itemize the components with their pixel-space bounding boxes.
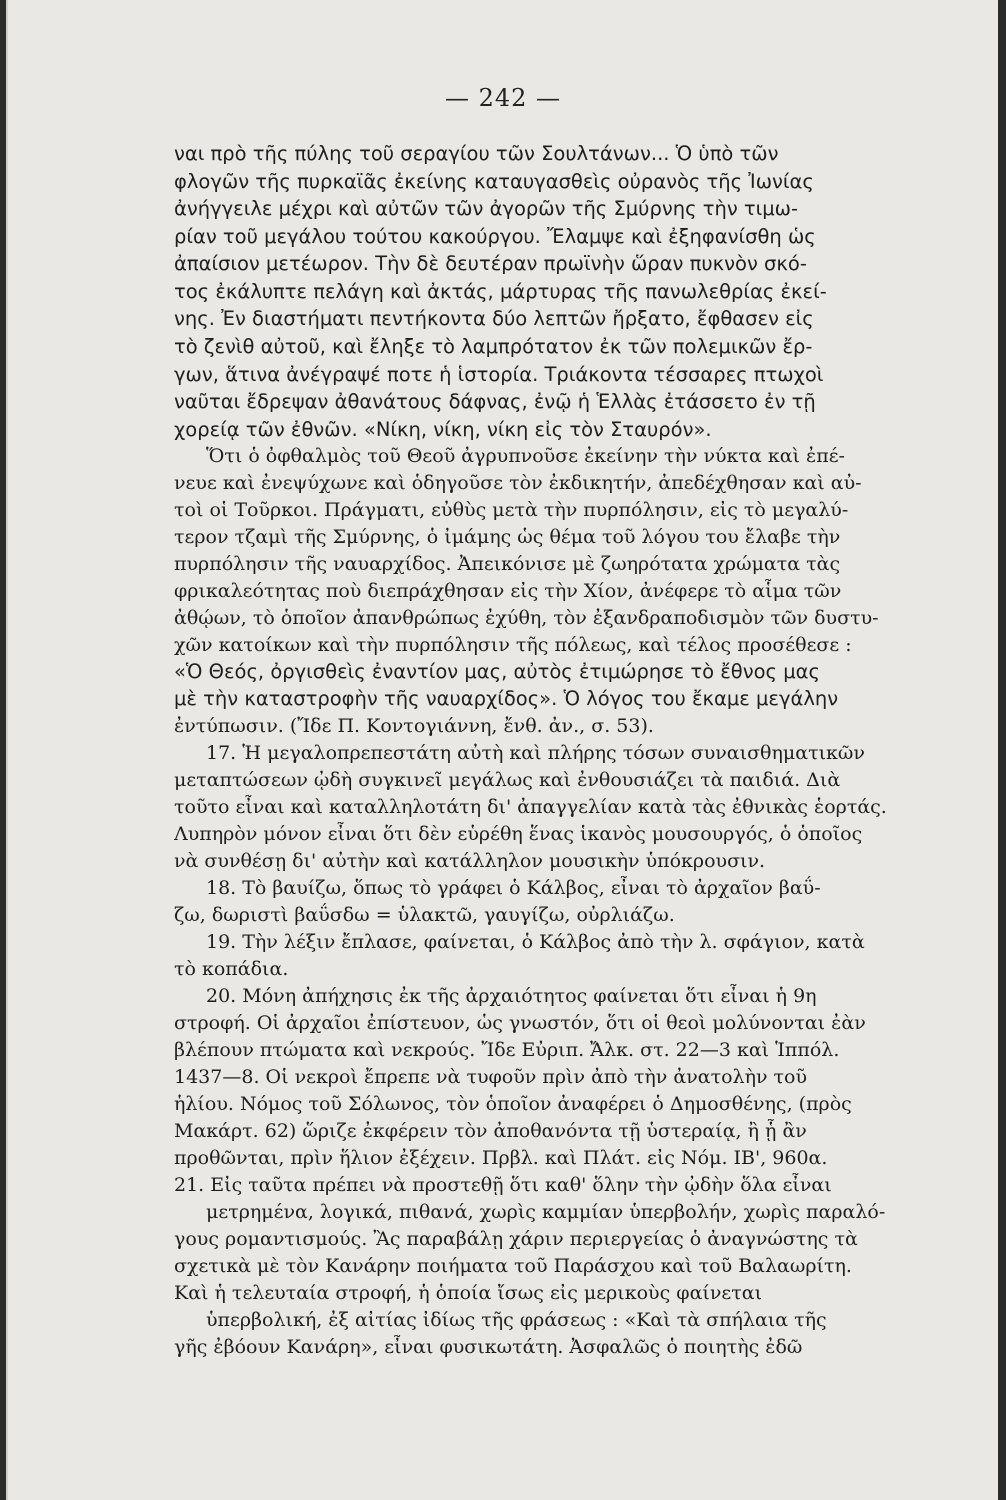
text-line: πυρπόλησιν τῆς ναυαρχίδος. Ἀπεικόνισε μὲ ζωηρότατα χρώματα τὰς: [174, 553, 841, 575]
text-line: «Ὁ Θεός, ὀργισθεὶς ἐναντίον μας, αὐτὸς ἐτιμώρησε τὸ ἔθνος μας: [174, 660, 820, 683]
text-line: στροφή. Οἱ ἀρχαῖοι ἐπίστευον, ὡς γνωστόν, ὅτι οἱ θεοὶ μολύνονται ἐὰν: [174, 1012, 866, 1034]
text-line: γους ρομαντισμούς. Ἂς παραβάλῃ χάριν περιεργείας ὁ ἀναγνώστης τὰ: [174, 1228, 858, 1250]
text-line: Ὅτι ὁ ὀφθαλμὸς τοῦ Θεοῦ ἀγρυπνοῦσε ἐκείνην τὴν νύκτα καὶ ἐπέ-: [206, 445, 845, 467]
text-line: ἀθῴων, τὸ ὁποῖον ἀπανθρώπως ἐχύθη, τὸν ἐξανδραποδισμὸν τῶν δυστυ-: [174, 607, 879, 629]
text-line: φρικαλεότητας ποὺ διεπράχθησαν εἰς τὴν Χίον, ἀνέφερε τὸ αἷμα τῶν: [174, 580, 842, 602]
text-line: γῆς ἐβόουν Κανάρη», εἶναι φυσικωτάτη. Ἀσφαλῶς ὁ ποιητὴς ἐδῶ: [174, 1336, 803, 1358]
text-line: τοῦτο εἶναι καὶ καταλληλοτάτη δι' ἀπαγγελίαν κατὰ τὰς ἐθνικὰς ἑορτάς.: [174, 796, 887, 818]
text-line: ζω, δωριστὶ βαΰσδω = ὑλακτῶ, γαυγίζω, οὐρλιάζω.: [174, 904, 675, 926]
text-line: μεταπτώσεων ᾠδὴ συγκινεῖ μεγάλως καὶ ἐνθουσιάζει τὰ παιδιά. Διὰ: [174, 769, 841, 791]
text-line: ρίαν τοῦ μεγάλου τούτου κακούργου. Ἔλαμψε καὶ ἐξηφανίσθη ὡς: [174, 225, 816, 248]
text-line: ὑπερβολική, ἐξ αἰτίας ἰδίως τῆς φράσεως : «Καὶ τὰ σπήλαια τῆς: [206, 1309, 827, 1331]
text-line: 1437—8. Οἱ νεκροὶ ἔπρεπε νὰ τυφοῦν πρὶν ἀπὸ τὴν ἀνατολὴν τοῦ: [174, 1066, 808, 1088]
text-line: σχετικὰ μὲ τὸν Κανάρην ποιήματα τοῦ Παράσχου καὶ τοῦ Βαλαωρίτη.: [174, 1255, 852, 1277]
text-line: χορείᾳ τῶν ἐθνῶν. «Νίκη, νίκη, νίκη εἰς τὸν Σταυρόν».: [174, 418, 712, 441]
page-number: — 242 —: [444, 84, 562, 112]
text-line: τος ἐκάλυπτε πελάγη καὶ ἀκτάς, μάρτυρας τῆς πανωλεθρίας ἐκεί-: [174, 280, 827, 303]
text-line: βλέπουν πτώματα καὶ νεκρούς. Ἴδε Εὐριπ. Ἄλκ. στ. 22—3 καὶ Ἱππόλ.: [174, 1039, 840, 1061]
text-line: νης. Ἐν διαστήματι πεντήκοντα δύο λεπτῶν ἤρξατο, ἔφθασεν εἰς: [174, 307, 814, 330]
text-line: 21. Εἰς ταῦτα πρέπει νὰ προστεθῇ ὅτι καθ' ὅλην τὴν ᾠδὴν ὅλα εἶναι: [174, 1174, 832, 1196]
text-line: τερον τζαμὶ τῆς Σμύρνης, ὁ ἰμάμης ὡς θέμα τοῦ λόγου του ἔλαβε τὴν: [174, 526, 841, 548]
text-line: χῶν κατοίκων καὶ τὴν πυρπόλησιν τῆς πόλεως, καὶ τέλος προσέθεσε :: [174, 634, 852, 656]
book-page: [6, 0, 998, 1500]
text-line: ἐντύπωσιν. (Ἴδε Π. Κοντογιάννη, ἔνθ. ἀν., σ. 53).: [174, 715, 654, 737]
text-line: ἡλίου. Νόμος τοῦ Σόλωνος, τὸν ὁποῖον ἀναφέρει ὁ Δημοσθένης, (πρὸς: [174, 1093, 852, 1115]
text-line: ναι πρὸ τῆς πύλης τοῦ σεραγίου τῶν Σουλτάνων... Ὁ ὑπὸ τῶν: [174, 142, 779, 165]
text-line: τὸ κοπάδια.: [174, 958, 289, 980]
text-line: γων, ἅτινα ἀνέγραψέ ποτε ἡ ἱστορία. Τριάκοντα τέσσαρες πτωχοὶ: [174, 363, 824, 386]
text-line: 18. Τὸ βαυίζω, ὅπως τὸ γράφει ὁ Κάλβος, εἶναι τὸ ἀρχαῖον βαΰ-: [206, 877, 821, 899]
text-line: τὸ ζενὶθ αὐτοῦ, καὶ ἔληξε τὸ λαμπρότατον ἐκ τῶν πολεμικῶν ἔρ-: [174, 335, 813, 358]
text-line: νευε καὶ ἐνεψύχωνε καὶ ὁδηγοῦσε τὸν ἐκδικητήν, ἀπεδέχθησαν καὶ αὐ-: [174, 472, 862, 494]
text-line: 20. Μόνη ἀπήχησις ἐκ τῆς ἀρχαιότητος φαίνεται ὅτι εἶναι ἡ 9η: [206, 985, 817, 1007]
text-line: 17. Ἡ μεγαλοπρεπεστάτη αὐτὴ καὶ πλήρης τόσων συναισθηματικῶν: [206, 742, 865, 764]
text-line: τοὶ οἱ Τοῦρκοι. Πράγματι, εὐθὺς μετὰ τὴν πυρπόλησιν, εἰς τὸ μεγαλύ-: [174, 499, 849, 521]
text-line: Μακάρτ. 62) ὥριζε ἐκφέρειν τὸν ἀποθανόντα τῇ ὑστεραίᾳ, ἢ ᾗ ἂν: [174, 1120, 807, 1142]
text-line: μετρημένα, λογικά, πιθανά, χωρὶς καμμίαν ὑπερβολήν, χωρὶς παραλό-: [206, 1201, 886, 1223]
text-line: προθῶνται, πρὶν ἥλιον ἐξέχειν. Πρβλ. καὶ Πλάτ. εἰς Νόμ. ΙΒ', 960α.: [174, 1147, 828, 1169]
text-line: ἀνήγγειλε μέχρι καὶ αὐτῶν τῶν ἀγορῶν τῆς Σμύρνης τὴν τιμω-: [174, 197, 799, 220]
text-line: ἀπαίσιον μετέωρον. Τὴν δὲ δευτέραν πρωϊνὴν ὥραν πυκνὸν σκό-: [174, 252, 807, 275]
text-line: φλογῶν τῆς πυρκαϊᾶς ἐκείνης καταυγασθεὶς οὐρανὸς τῆς Ἰωνίας: [174, 170, 814, 193]
text-line: 19. Τὴν λέξιν ἔπλασε, φαίνεται, ὁ Κάλβος ἀπὸ τὴν λ. σφάγιον, κατὰ: [206, 931, 865, 953]
text-line: ναῦται ἔδρεψαν ἀθανάτους δάφνας, ἐνῷ ἡ Ἑλλὰς ἐτάσσετο ἐν τῇ: [174, 390, 816, 413]
text-line: Καὶ ἡ τελευταία στροφή, ἡ ὁποία ἴσως εἰς μερικοὺς φαίνεται: [174, 1282, 763, 1304]
text-line: μὲ τὴν καταστροφὴν τῆς ναυαρχίδος». Ὁ λόγος του ἔκαμε μεγάλην: [174, 687, 839, 710]
text-line: νὰ συνθέσῃ δι' αὐτὴν καὶ κατάλληλον μουσικὴν ὑπόκρουσιν.: [174, 850, 766, 872]
text-line: Λυπηρὸν μόνον εἶναι ὅτι δὲν εὑρέθη ἕνας ἱκανὸς μουσουργός, ὁ ὁποῖος: [174, 823, 863, 845]
